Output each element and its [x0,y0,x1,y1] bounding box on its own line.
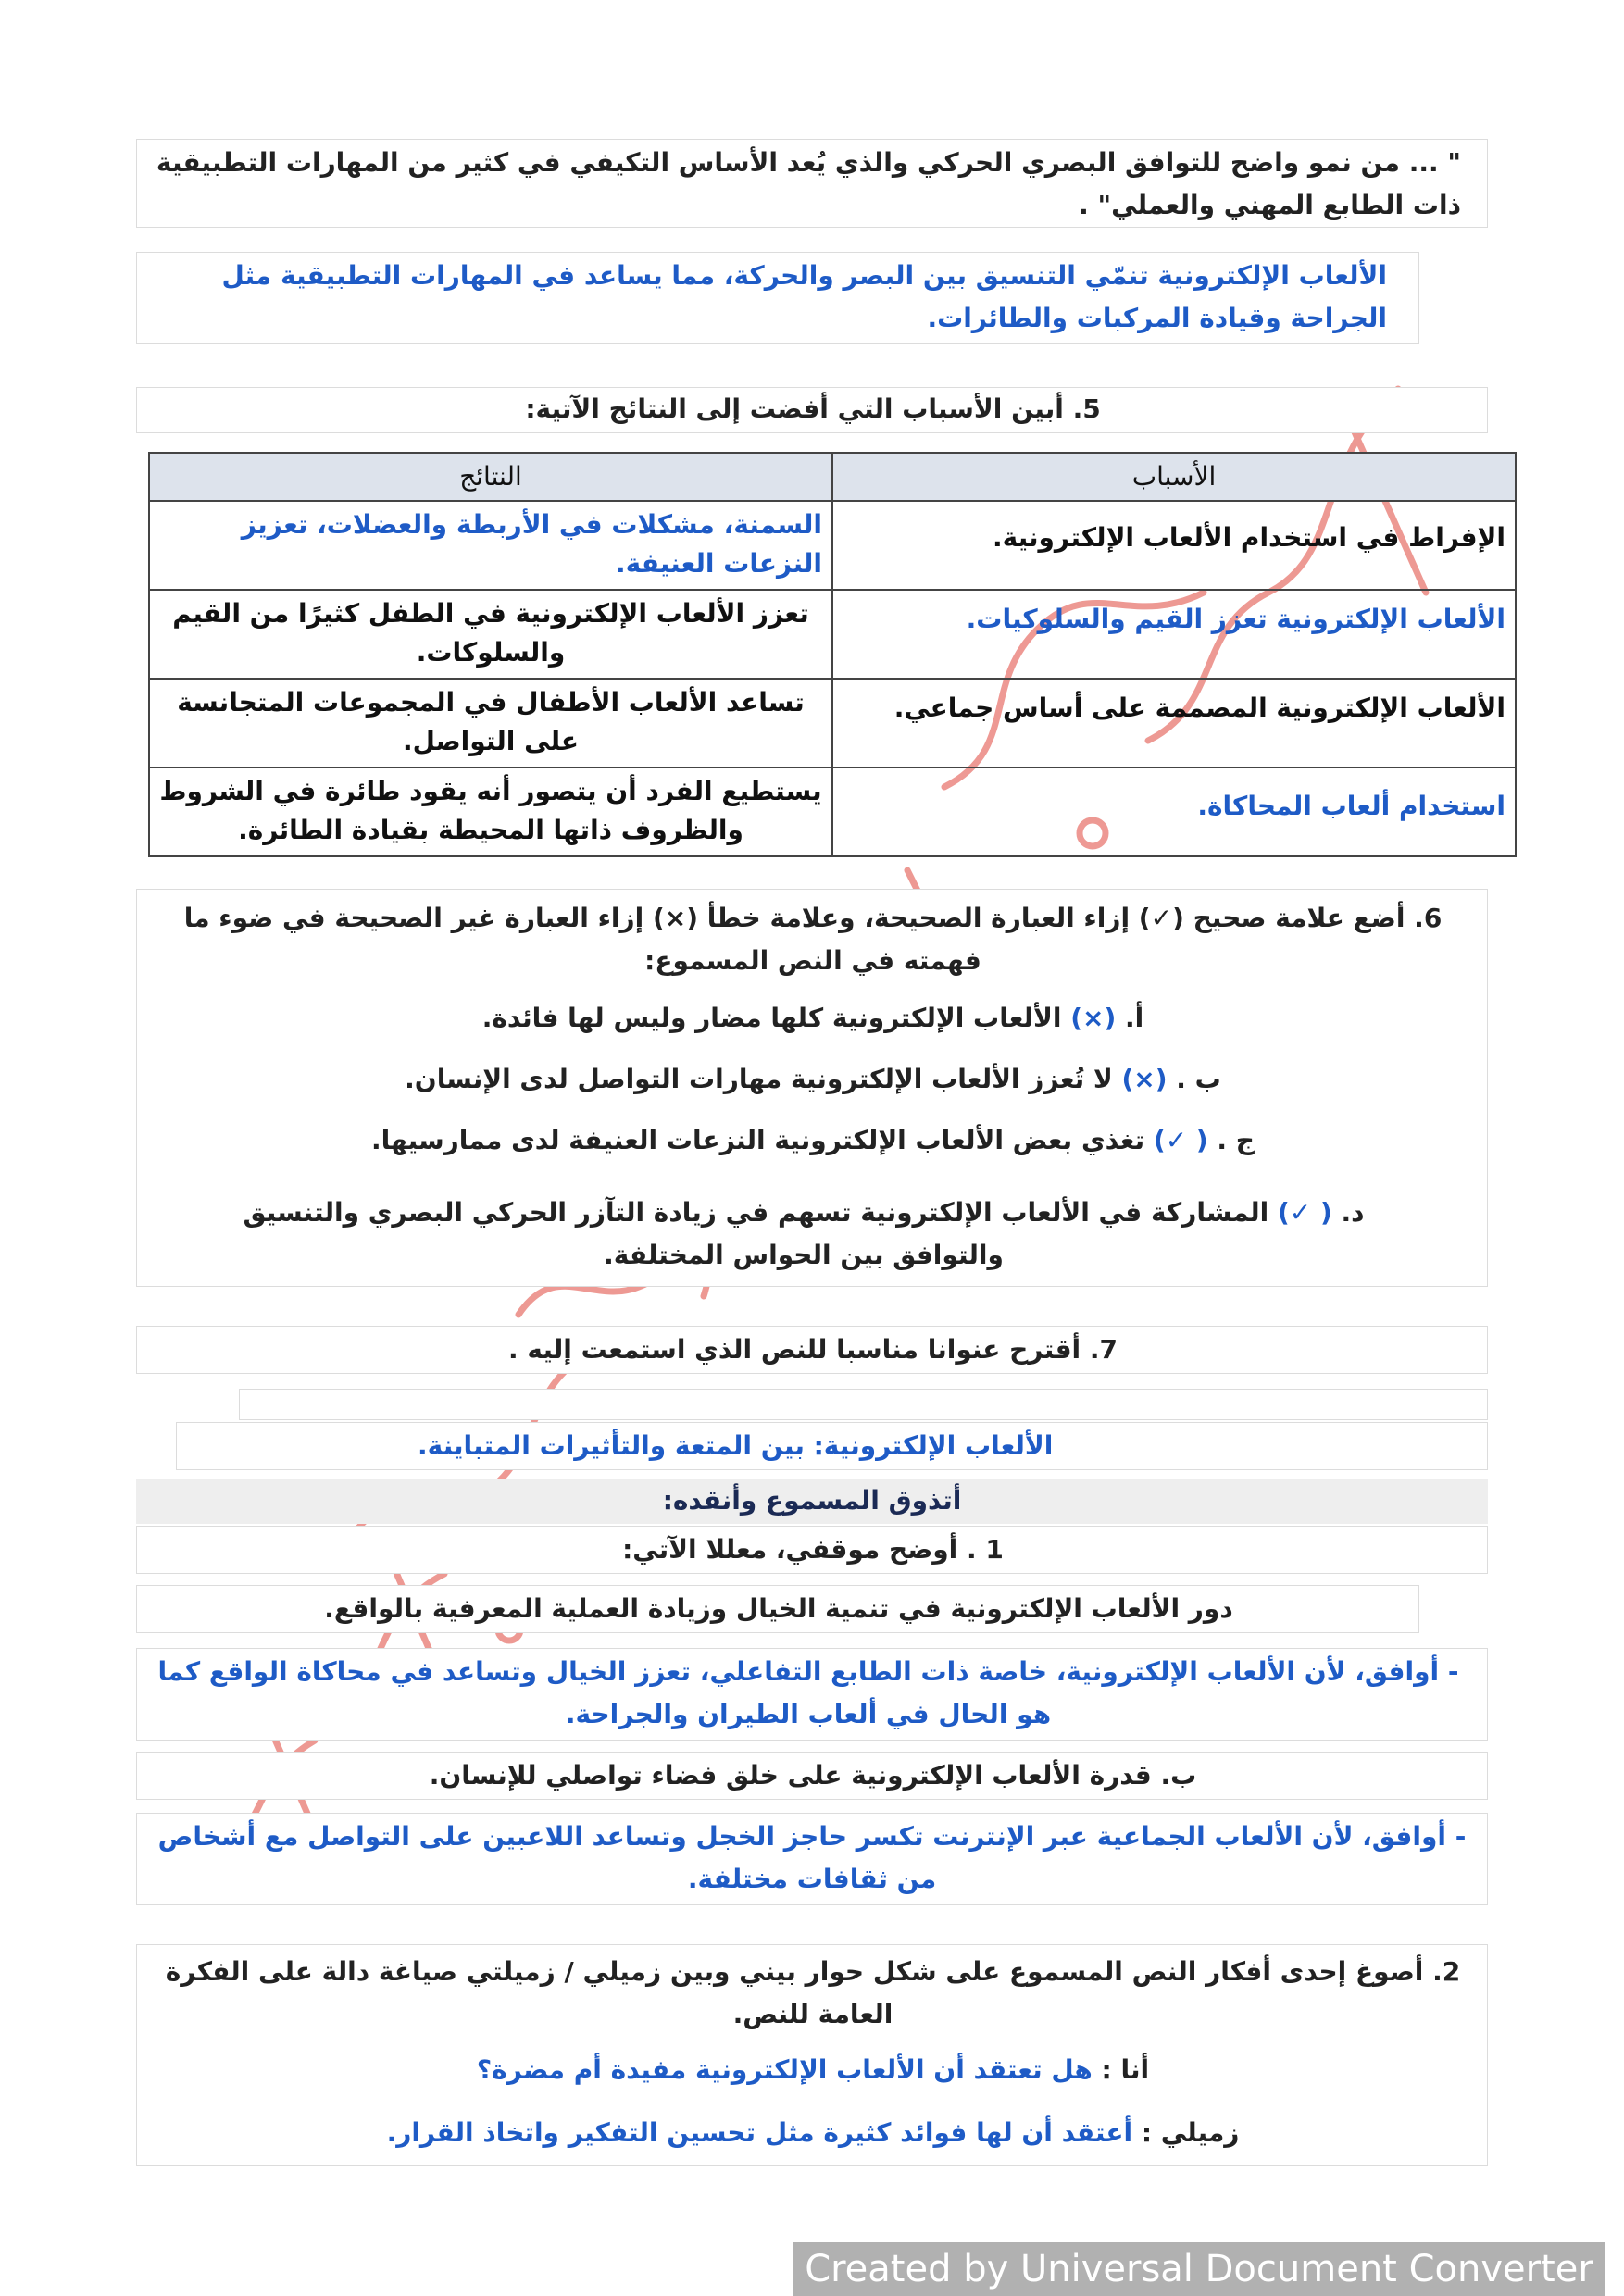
q7-title-box [136,1326,1488,1374]
q7-title: 7. أقترح عنوانا مناسبا للنص الذي استمعت إليه . [507,1334,1118,1365]
q6-a-mark: (×) [1070,1003,1117,1033]
bullet-line [239,1389,1488,1420]
q6-b-mark: (×) [1121,1064,1168,1094]
cause-cell: الإفراط في استخدام الألعاب الإلكترونية. [832,501,1516,590]
q6-b-prefix: ب . [1176,1064,1221,1094]
q7-answer-box [176,1422,1488,1470]
q6-c-prefix: ج . [1217,1125,1255,1155]
s2-q1b-answer-box [136,1813,1488,1905]
s2-q1-title: 1 . أوضح موقفي، معللا الآتي: [622,1534,1004,1565]
result-cell: تعزز الألعاب الإلكترونية في الطفل كثيرًا من القيم والسلوكات. [149,590,832,679]
q5-title-box [136,387,1488,433]
q6-item-d [183,1192,1424,1277]
s2-q1a-box [136,1585,1419,1633]
intro-quote: " ... من نمو واضح للتوافق البصري الحركي والذي يُعد الأساس التكيفي في كثير من المهارات التطبيقية ذات الطابع المهني والعملي" . [156,147,1461,220]
q6-a-text: الألعاب الإلكترونية كلها مضار وليس لها فائدة. [481,1003,1062,1033]
section2-heading: أتذوق المسموع وأنقده: [662,1485,962,1516]
s2-q1-title-box [136,1526,1488,1574]
s2-q1a-answer-box [136,1648,1488,1741]
q5-title: 5. أبين الأسباب التي أفضت إلى النتائج الآتية: [525,393,1101,424]
s2-q1a-answer: - أوافق، لأن الألعاب الإلكترونية، خاصة ذات الطابع التفاعلي، تعزز الخيال وتساعد في محاكاة الواقع كما هو الحال في ألعاب الطيران والجراحة. [157,1656,1459,1729]
me-text: هل تعتقد أن الألعاب الإلكترونية مفيدة أم مضرة؟ [476,2054,1093,2085]
s2-q1a: دور الألعاب الإلكترونية في تنمية الخيال وزيادة العملية المعرفية بالواقع. [324,1593,1233,1624]
me-label: أنا : [1101,2054,1150,2085]
cause-cell: الألعاب الإلكترونية المصممة على أساس جماعي. [832,679,1516,767]
q6-box [136,889,1488,1287]
q6-d-prefix: د. [1341,1197,1365,1228]
s2-q2-box [136,1944,1488,2166]
col-results-header: النتائج [149,453,832,501]
result-cell: السمنة، مشكلات في الأربطة والعضلات، تعزيز النزعات العنيفة. [149,501,832,590]
q6-item-c [137,1119,1489,1162]
section2-heading-box [136,1479,1488,1524]
intro-answer-box [136,252,1419,344]
q6-c-mark: ( ✓) [1153,1125,1208,1155]
s2-q1b-box [136,1752,1488,1800]
q6-d-mark: ( ✓) [1277,1197,1332,1228]
intro-quote-box [136,139,1488,228]
converter-footer: Created by Universal Document Converter [793,2242,1605,2296]
q6-a-prefix: أ. [1125,1003,1144,1033]
peer-label: زميلي : [1141,2117,1240,2148]
result-cell: تساعد الألعاب الأطفال في المجموعات المتجانسة على التواصل. [149,679,832,767]
q6-item-a [137,997,1489,1040]
cause-cell: الألعاب الإلكترونية تعزز القيم والسلوكيات. [832,590,1516,679]
q7-answer: الألعاب الإلكترونية: بين المتعة والتأثيرات المتباينة. [418,1430,1054,1461]
col-causes-header: الأسباب [832,453,1516,501]
intro-answer: الألعاب الإلكترونية تنمّي التنسيق بين البصر والحركة، مما يساعد في المهارات التطبيقية مثل الجراحة وقيادة المركبات والطائرات. [221,260,1387,333]
s2-q2-title: 2. أصوغ إحدى أفكار النص المسموع على شكل حوار بيني وبين زميلي / زميلتي صياغة دالة على الفكرة العامة للنص. [165,1956,1461,2029]
q6-item-b [137,1058,1489,1101]
dialogue-peer [137,2112,1489,2154]
s2-q1b: ب. قدرة الألعاب الإلكترونية على خلق فضاء تواصلي للإنسان. [429,1760,1197,1791]
cause-cell: استخدام ألعاب المحاكاة. [832,767,1516,856]
q6-c-text: تغذي بعض الألعاب الإلكترونية النزعات العنيفة لدى ممارسيها. [371,1125,1145,1155]
q6-title: 6. أضع علامة صحيح (✓) إزاء العبارة الصحيحة، وعلامة خطأ (×) إزاء العبارة غير الصحيحة في ضوء ما فهمته في النص المسموع: [183,903,1443,976]
dialogue-me [137,2049,1489,2091]
result-cell: يستطيع الفرد أن يتصور أنه يقود طائرة في الشروط والظروف ذاتها المحيطة بقيادة الطائرة. [149,767,832,856]
q5-table [148,452,1517,857]
peer-text: أعتقد أن لها فوائد كثيرة مثل تحسين التفكير واتخاذ القرار. [386,2117,1133,2148]
s2-q1b-answer: - أوافق، لأن الألعاب الجماعية عبر الإنترنت تكسر حاجز الخجل وتساعد اللاعبين على التواصل مع أشخاص من ثقافات مختلفة. [157,1821,1467,1894]
q6-d-text: المشاركة في الألعاب الإلكترونية تسهم في زيادة التآزر الحركي البصري والتنسيق والتوافق بين الحواس المختلفة. [243,1197,1269,1270]
q6-b-text: لا تُعزز الألعاب الإلكترونية مهارات التواصل لدى الإنسان. [405,1064,1113,1094]
